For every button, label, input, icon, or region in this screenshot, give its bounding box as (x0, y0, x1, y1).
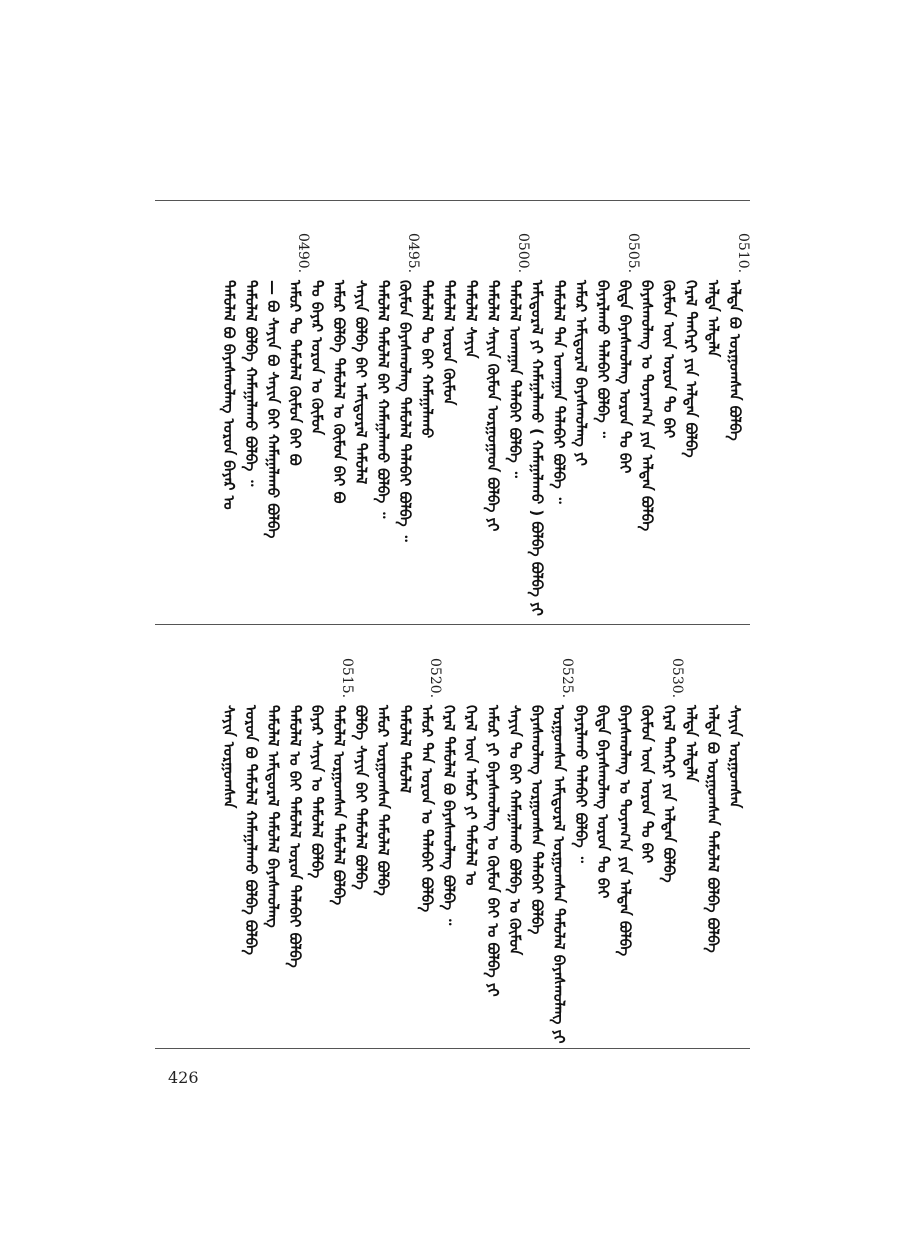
verse-line: ᠠᠮᠤᠷ ᠲᠤ ᠲᠡᠮᠦᠯᠡᠯ ᠬᠦᠮᠦᠨ ᠪᠠᠢ ᠪᠣ (286, 280, 304, 466)
verse-number: 0510. (735, 233, 751, 274)
verse-line: ᠲᠡᠮᠦᠯᠡᠯ ᠰᠠᠶᠢᠨ (462, 280, 480, 359)
verse-line: ᠪᠢᠳᠡ ᠪᠠᠶᠠᠰᠬᠤᠯᠠᠩ ᠤᠷᠤᠨ ᠲᠤ ᠪᠠᠢ (616, 280, 634, 474)
top-rule (155, 200, 750, 201)
verse-line: ᠠᠯᠲᠠ ᠠᠯᠲᠠᠯᠠ (704, 280, 722, 358)
verse-line: ᠪᠢᠳᠡ ᠪᠠᠶᠠᠰᠬᠤᠯᠠᠩ ᠤᠷᠤᠨ ᠲᠤ ᠪᠠᠢ (594, 705, 612, 899)
verse-line: ᠲᠤ ᠪᠠᠶᠠᠷ ᠤᠷᠤᠨ ᠤ ᠬᠦᠮᠦᠨ (308, 280, 326, 436)
middle-rule (155, 624, 750, 625)
verse-line: — ᠪᠣ ᠰᠠᠶᠢᠨ ᠪᠣ ᠰᠠᠶᠢᠨ ᠪᠠᠢ ᠬᠠᠮᠠᠭᠠᠯᠠᠬᠤ ᠪᠣᠯᠪᠠ (264, 280, 282, 539)
bottom-rule (155, 1048, 750, 1049)
verse-line: ᠠᠯᠲᠠ ᠪᠣ ᠤᠷᠭᠤᠭᠰᠠᠨ ᠪᠣᠯᠪᠠ (726, 280, 744, 441)
verse-line: ᠰᠠᠶᠢᠨ ᠲᠤ ᠪᠠᠢ ᠬᠠᠮᠠᠭᠠᠯᠠᠬᠤ ᠪᠣᠯᠪᠠ ᠤ ᠬᠦᠮᠦᠨ (506, 705, 524, 956)
verse-line: ᠪᠠᠶᠠᠰᠬᠤᠯᠠᠩ ᠤ ᠲᠤᠶᠠᠭ᠎ᠠ ᠶᠢᠨ ᠠᠯᠲᠠᠨ ᠪᠣᠯᠪᠠ (616, 705, 634, 957)
verse-line: ᠭᠡᠷᠡᠯ ᠲᠡᠮᠦᠯᠡᠯ ᠪᠣ ᠪᠠᠶᠠᠰᠬᠤᠯᠠᠩ ᠪᠣᠯᠪᠠ ᠃ (440, 705, 458, 926)
verse-line: ᠭᠡᠷᠡᠯ ᠦᠨ ᠠᠮᠤᠷ ᠶᠢ ᠲᠡᠮᠦᠯᠡᠯ ᠤ (462, 705, 480, 886)
verse-number: 0490. (295, 233, 311, 274)
verse-line: ᠪᠠᠶᠠᠷᠯᠠᠬᠤ ᠲᠠᠯᠠᠪᠠᠢ ᠪᠣᠯᠪᠠ ᠃ (572, 705, 590, 863)
verse-line: ᠪᠠᠶᠠᠰᠬᠤᠯᠠᠩ ᠤ ᠲᠤᠶᠠᠭ᠎ᠠ ᠶᠢᠨ ᠠᠯᠲᠠᠨ ᠪᠣᠯᠪᠠ (638, 280, 656, 532)
verse-line: ᠪᠠᠶᠠᠰᠬᠤᠯᠠᠩ ᠤᠷᠭᠤᠭᠰᠠᠨ ᠲᠠᠯᠠᠪᠠᠢ ᠪᠣᠯᠪᠠ (528, 705, 546, 935)
verse-line: ᠲᠡᠮᠦᠯᠡᠯ ᠠᠮᠢᠳᠤᠷᠠᠯ ᠲᠡᠮᠦᠯᠡᠯ ᠪᠠᠶᠠᠰᠬᠤᠯᠠᠩ (264, 705, 282, 928)
verse-number: 0530. (669, 658, 685, 699)
verse-line: ᠰᠠᠶᠢᠨ ᠪᠣᠯᠪᠠ ᠪᠠᠢ ᠠᠮᠢᠳᠤᠷᠠᠯ ᠲᠡᠮᠦᠯᠡᠯ (352, 280, 370, 485)
verse-line: ᠪᠣᠯᠪᠠ ᠰᠠᠶᠢᠨ ᠪᠠᠢ ᠲᠡᠮᠦᠯᠡᠯ ᠪᠣᠯᠪᠠ (352, 705, 370, 890)
verse-line: ᠭᠡᠷᠡᠯ ᠲᠡᠨᠭᠡᠷᠢ ᠶᠢᠨ ᠠᠯᠲᠠᠨ ᠪᠣᠯᠪᠠ (682, 280, 700, 458)
verse-line: ᠲᠡᠮᠦᠯᠡᠯ ᠰᠠᠶᠢᠨ ᠬᠦᠮᠦᠨ ᠤᠷᠭᠤᠭᠠᠳ ᠪᠣᠯᠪᠠ ᠶᠢ (484, 280, 502, 532)
verse-line: ᠲᠡᠮᠦᠯᠡᠯ ᠤᠬᠠᠭᠠᠨ ᠲᠠᠯᠠᠪᠠᠢ ᠪᠣᠯᠪᠠ ᠃ (506, 280, 524, 478)
verse-line: ᠠᠮᠢᠳᠤᠷᠠᠯ ᠶᠢ ᠬᠠᠮᠠᠭᠠᠯᠠᠬᠤ ( ᠬᠠᠮᠠᠭᠠᠯᠠᠬᠤ ) ᠪᠣᠯᠪᠠ ᠪᠣᠯᠪᠠ ᠶᠢ (528, 280, 546, 616)
verse-line: ᠪᠠᠶᠠᠷ ᠰᠠᠶᠢᠨ ᠤ ᠲᠡᠮᠦᠯᠡᠯ ᠪᠣᠯᠪᠠ (308, 705, 326, 879)
verse-line: ᠲᠡᠮᠦᠯᠡᠯ ᠤᠷᠤᠨ ᠬᠦᠮᠦᠨ (440, 280, 458, 406)
verse-panel-top (170, 225, 751, 616)
verse-line: ᠤᠷᠭᠤᠭᠰᠠᠨ ᠠᠮᠢᠳᠤᠷᠠᠯ ᠤᠷᠭᠤᠭᠰᠠᠨ ᠲᠡᠮᠦᠯᠡᠯ ᠪᠠᠶᠠᠰᠬᠤᠯᠠᠩ ᠶᠢ (550, 705, 568, 1044)
verse-line: ᠠᠮᠤᠷ ᠪᠣᠯᠪᠠ ᠲᠡᠮᠦᠯᠡᠯ ᠤ ᠬᠦᠮᠦᠨ ᠪᠠᠢ ᠪᠣ (330, 280, 348, 504)
verse-line: ᠠᠮᠤᠷ ᠤᠷᠭᠤᠭᠰᠠᠨ ᠲᠡᠮᠦᠯᠡᠯ ᠪᠣᠯᠪᠠ (374, 705, 392, 896)
verse-line: ᠠᠮᠤᠷ ᠠᠮᠢᠳᠤᠷᠠᠯ ᠪᠠᠶᠠᠰᠬᠤᠯᠠᠩ ᠶᠢ (572, 280, 590, 466)
verse-line: ᠲᠡᠮᠦᠯᠡᠯ ᠪᠣ ᠪᠠᠶᠠᠰᠬᠤᠯᠠᠩ ᠤᠷᠤᠨ ᠪᠠᠶᠠᠷ ᠤ (220, 280, 238, 510)
verse-line: ᠬᠦᠮᠦᠨ ᠦᠨ ᠤᠷᠤᠨ ᠲᠤ ᠪᠠᠢ (638, 705, 656, 864)
verse-number: 0505. (625, 233, 641, 274)
verse-line: ᠠᠯᠲᠠ ᠠᠯᠲᠠᠯᠠ (682, 705, 700, 783)
page-number: 426 (168, 1068, 199, 1087)
verse-line: ᠲᠡᠮᠦᠯᠡᠯ ᠤ ᠪᠠᠢ ᠲᠡᠮᠦᠯᠡᠯ ᠤᠷᠤᠨ ᠲᠠᠯᠠᠪᠠᠢ ᠪᠣᠯᠪᠠ (286, 705, 304, 968)
verse-line: ᠲᠡᠮᠦᠯᠡᠯ ᠲᠡᠮᠦᠯᠡᠯ ᠪᠠᠢ ᠬᠠᠮᠠᠭᠠᠯᠠᠬᠤ ᠪᠣᠯᠪᠠ ᠃ (374, 280, 392, 519)
verse-line: ᠠᠮᠤᠷ ᠶᠢ ᠪᠠᠶᠠᠰᠬᠤᠯᠠᠩ ᠤ ᠬᠦᠮᠦᠨ ᠪᠠᠢ ᠤ ᠪᠣᠯᠪᠠ ᠶᠢ (484, 705, 502, 997)
verse-line: ᠬᠦᠮᠦᠨ ᠦᠨ ᠤᠷᠤᠨ ᠲᠤ ᠪᠠᠢ (660, 280, 678, 439)
verse-number: 0495. (405, 233, 421, 274)
verse-panel-bottom (170, 650, 745, 1044)
verse-line: ᠪᠠᠶᠠᠷᠯᠠᠬᠤ ᠲᠠᠯᠠᠪᠠᠢ ᠪᠣᠯᠪᠠ ᠃ (594, 280, 612, 438)
verse-line: ᠲᠡᠮᠦᠯᠡᠯ ᠤᠷᠭᠤᠭᠰᠠᠨ ᠲᠡᠮᠦᠯᠡᠯ ᠪᠣᠯᠪᠠ (330, 705, 348, 906)
verse-line: ᠰᠠᠶᠢᠨ ᠤᠷᠭᠤᠭᠰᠠᠨ (220, 705, 238, 809)
verse-line: ᠲᠡᠮᠦᠯᠡᠯ ᠲᠡᠮᠦᠯᠡᠯ (396, 705, 414, 794)
verse-number: 0500. (515, 233, 531, 274)
verse-line: ᠠᠯᠲᠠ ᠪᠣ ᠤᠷᠭᠤᠭᠰᠠᠨ ᠲᠡᠮᠦᠯᠡᠯ ᠪᠣᠯᠪᠠ ᠪᠣᠯᠪᠠ (704, 705, 722, 953)
verse-number: 0515. (339, 658, 355, 699)
verse-line: ᠬᠦᠮᠦᠨ ᠪᠠᠶᠠᠰᠬᠤᠯᠠᠩ ᠲᠡᠮᠦᠯᠡᠯ ᠲᠠᠯᠠᠪᠠᠢ ᠪᠣᠯᠪᠠ ᠃ (396, 280, 414, 542)
verse-line: ᠲᠡᠮᠦᠯᠡᠯ ᠲᠠᠨ ᠤᠬᠠᠭᠠᠨ ᠲᠠᠯᠠᠪᠠᠢ ᠪᠣᠯᠪᠠ ᠃ (550, 280, 568, 504)
verse-line: ᠭᠡᠷᠡᠯ ᠲᠡᠨᠭᠡᠷᠢ ᠶᠢᠨ ᠠᠯᠲᠠᠨ ᠪᠣᠯᠪᠠ (660, 705, 678, 883)
verse-number: 0525. (559, 658, 575, 699)
verse-line: ᠤᠷᠤᠨ ᠪᠣ ᠲᠡᠮᠦᠯᠡᠯ ᠬᠠᠮᠠᠭᠠᠯᠠᠬᠤ ᠪᠣᠯᠪᠠ ᠪᠣᠯᠪᠠ (242, 705, 260, 956)
verse-line: ᠲᠡᠮᠦᠯᠡᠯ ᠲᠤ ᠪᠠᠢ ᠬᠠᠮᠠᠭᠠᠯᠠᠬᠤ (418, 280, 436, 439)
verse-line: ᠰᠠᠶᠢᠨ ᠤᠷᠭᠤᠭᠰᠠᠨ (726, 705, 744, 809)
verse-line: ᠠᠮᠤᠷ ᠲᠠᠨ ᠤᠷᠤᠨ ᠤ ᠲᠠᠯᠠᠪᠠᠢ ᠪᠣᠯᠪᠠ (418, 705, 436, 913)
verse-number: 0520. (427, 658, 443, 699)
verse-line: ᠲᠡᠮᠦᠯᠡᠯ ᠪᠣᠯᠪᠠ ᠬᠠᠮᠠᠭᠠᠯᠠᠬᠤ ᠪᠣᠯᠪᠠ ᠃ (242, 280, 260, 487)
